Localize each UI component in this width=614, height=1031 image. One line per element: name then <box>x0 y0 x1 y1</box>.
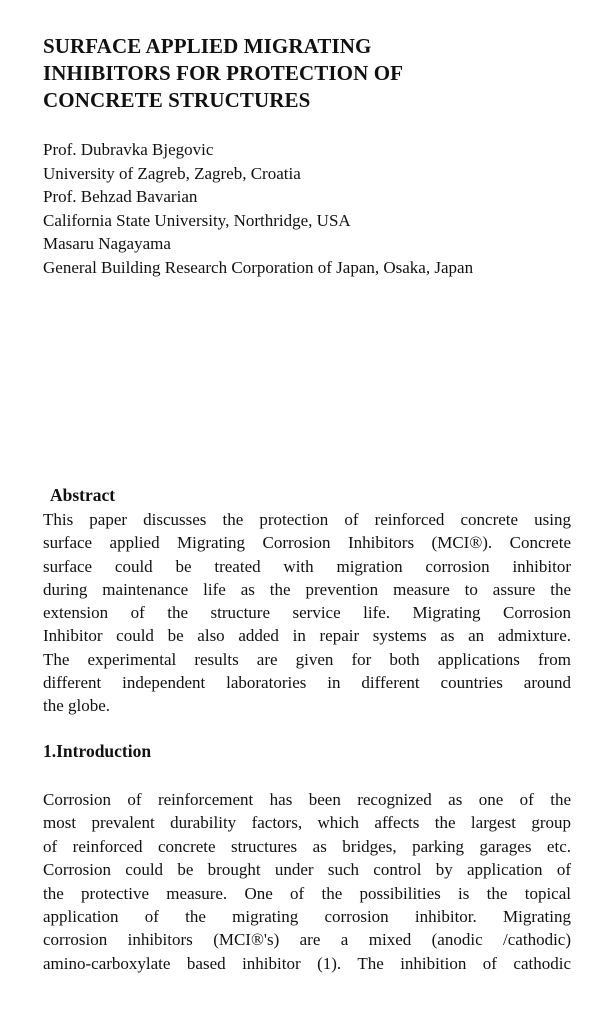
title-line: CONCRETE STRUCTURES <box>43 88 311 112</box>
section-heading: 1.Introduction <box>43 741 152 761</box>
title-line: INHIBITORS FOR PROTECTION OF <box>43 61 404 85</box>
author-affiliation: University of Zagreb, Zagreb, Croatia <box>43 163 301 183</box>
introduction-line: Corrosion could be brought under such control by application of <box>43 860 571 880</box>
abstract-paragraph <box>43 508 571 718</box>
introduction-line: amino-carboxylate based inhibitor (1). The inhibition of cathodic <box>43 953 571 973</box>
introduction-line: Corrosion of reinforcement has been recognized as one of the <box>43 790 571 809</box>
abstract-line: the globe. <box>43 696 111 716</box>
author-affiliation: General Building Research Corporation of Japan, Osaka, Japan <box>43 257 474 277</box>
abstract-line: The experimental results are given for both applications from <box>43 649 571 669</box>
author-name: Prof. Behzad Bavarian <box>43 187 198 206</box>
title-line: SURFACE APPLIED MIGRATING <box>43 34 372 58</box>
abstract-line: Inhibitor could be also added in repair systems as an admixture. <box>43 626 571 646</box>
author-affiliation: California State University, Northridge, USA <box>43 210 351 230</box>
abstract-line: extension of the structure service life. Migrating Corrosion <box>43 603 571 623</box>
author-block <box>43 138 583 279</box>
author-name: Masaru Nagayama <box>43 234 171 253</box>
introduction-paragraph <box>43 788 571 975</box>
abstract-line: during maintenance life as the prevention measure to assure the <box>43 579 571 599</box>
abstract-heading: Abstract <box>50 485 116 505</box>
abstract-line: different independent laboratories in different countries around <box>43 673 571 693</box>
introduction-line: of reinforced concrete structures as bridges, parking garages etc. <box>43 836 571 856</box>
abstract-line: surface applied Migrating Corrosion Inhibitors (MCI®). Concrete <box>43 533 571 553</box>
introduction-line: most prevalent durability factors, which affects the largest group <box>43 813 571 833</box>
introduction-line: the protective measure. One of the possibilities is the topical <box>43 883 571 903</box>
introduction-line: corrosion inhibitors (MCI®'s) are a mixed (anodic /cathodic) <box>43 930 571 950</box>
introduction-line: application of the migrating corrosion inhibitor. Migrating <box>43 907 571 927</box>
paper-title <box>43 33 563 114</box>
author-name: Prof. Dubravka Bjegovic <box>43 140 214 159</box>
abstract-line: surface could be treated with migration corrosion inhibitor <box>43 556 571 576</box>
abstract-line: This paper discusses the protection of reinforced concrete using <box>43 510 571 529</box>
